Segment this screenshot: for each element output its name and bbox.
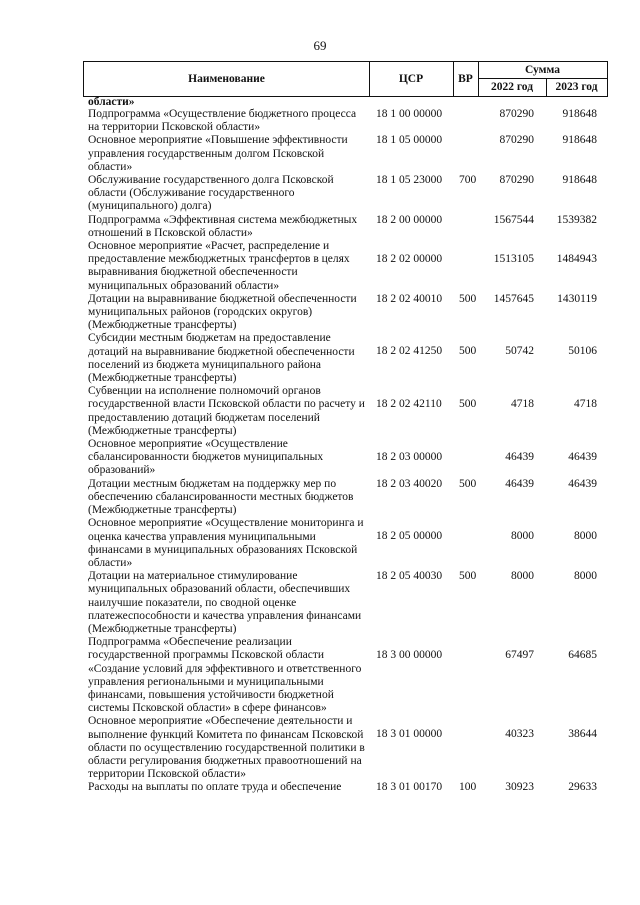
row-csr-code: 18 2 05 40030 (376, 570, 443, 583)
row-sum-2023: 46439 (568, 477, 597, 490)
row-sum-2023: 1484943 (556, 253, 597, 266)
row-sum-2023: 918648 (562, 108, 597, 120)
table-row (0, 636, 640, 715)
row-csr-code: 18 3 00 00000 (376, 649, 443, 662)
table-row (0, 781, 640, 794)
row-vr-code: 700 (459, 174, 477, 187)
table-row (0, 293, 640, 333)
continuation-text: области» (88, 96, 135, 108)
row-sum-2023: 1430119 (557, 292, 597, 305)
row-sum-2023: 38644 (568, 728, 597, 741)
row-csr-code: 18 2 03 40020 (376, 477, 443, 490)
row-sum-2022: 1457645 (493, 292, 534, 305)
row-name: Основное мероприятие «Осуществление мониторинга и оценка качества управления муниципальными финансами в муниципальных образованиях Псковской области» (88, 517, 364, 569)
row-vr-code: 500 (459, 398, 477, 411)
row-name: Подпрограмма «Осуществление бюджетного процесса на территории Псковской области» (88, 108, 357, 134)
row-sum-2022: 40323 (505, 728, 534, 741)
row-sum-2022: 1513105 (493, 253, 534, 266)
row-csr-code: 18 1 05 00000 (376, 134, 443, 147)
header-name: Наименование (188, 73, 265, 85)
row-sum-2023: 8000 (574, 530, 597, 543)
row-csr-code: 18 2 02 42110 (376, 398, 442, 411)
row-name: Дотации местным бюджетам на поддержку мер по обеспечению сбалансированности местных бюджетов (Межбюджетные трансферты) (88, 477, 354, 517)
row-sum-2023: 918648 (562, 134, 597, 147)
row-sum-2022: 870290 (499, 134, 534, 147)
row-vr-code: 500 (459, 345, 477, 358)
row-sum-2023: 4718 (574, 398, 597, 411)
row-vr-code: 100 (459, 781, 477, 794)
row-sum-2023: 50106 (568, 345, 597, 358)
row-name: Подпрограмма «Обеспечение реализации государственной программы Псковской области «Создание условий для эффективного и ответственного управления региональными и муниципальными финансами, повышения устойчивости бюджетной системы Псковской области» в сфере финансов» (88, 636, 362, 715)
table-row (0, 134, 640, 174)
table-row (0, 108, 640, 134)
row-name: Субвенции на исполнение полномочий органов государственной власти Псковской области по расчету и предоставлению дотаций бюджетам поселений (Межбюджетные трансферты) (88, 385, 365, 437)
row-sum-2022: 46439 (505, 477, 534, 490)
header-sum: Сумма (525, 64, 560, 76)
row-name: Подпрограмма «Эффективная система межбюджетных отношений в Псковской области» (88, 213, 358, 239)
row-sum-2023: 8000 (574, 570, 597, 583)
row-sum-2022: 8000 (511, 570, 534, 583)
row-sum-2023: 1539382 (556, 213, 597, 226)
row-name: Субсидии местным бюджетам на предоставление дотаций на выравнивание бюджетной обеспеченности поселений из бюджета муниципального района (Межбюджетные трансферты) (88, 332, 355, 385)
row-sum-2022: 50742 (505, 345, 534, 358)
row-csr-code: 18 2 02 00000 (376, 253, 443, 266)
table-row (0, 214, 640, 240)
table-row (0, 438, 640, 478)
header-vr: ВР (458, 73, 473, 85)
table-row (0, 517, 640, 570)
row-name: Дотации на материальное стимулирование муниципальных образований области, обеспечивших наилучшие показатели, по сводной оценке платежеспособности и качества управления финансами (Межбюджетные трансферты) (88, 570, 362, 635)
row-name: Основное мероприятие «Обеспечение деятельности и выполнение функций Комитета по финансам Псковской области по осуществлению государственной политики в области регулирования бюджетных правоотношений на территории Псковской области» (88, 715, 365, 781)
row-sum-2023: 29633 (568, 781, 597, 794)
row-sum-2022: 8000 (511, 530, 534, 543)
row-vr-code: 500 (459, 570, 477, 583)
row-vr-code: 500 (459, 292, 477, 305)
table-row (0, 332, 640, 385)
table-row (0, 715, 640, 781)
row-sum-2022: 46439 (505, 451, 534, 464)
header-year-2023: 2023 год (555, 81, 598, 93)
row-csr-code: 18 2 00 00000 (376, 213, 443, 226)
row-vr-code: 500 (459, 477, 477, 490)
row-sum-2023: 64685 (568, 649, 597, 662)
row-sum-2022: 870290 (499, 174, 534, 187)
row-sum-2022: 1567544 (493, 213, 534, 226)
row-sum-2022: 4718 (511, 398, 534, 411)
table-row (0, 174, 640, 214)
row-name: Основное мероприятие «Расчет, распределение и предоставление межбюджетных трансфертов в целях выравнивания бюджетной обеспеченности муниципальных образований области» (88, 240, 350, 292)
page-number: 69 (313, 38, 327, 53)
row-name: Расходы на выплаты по оплате труда и обеспечение (88, 781, 342, 794)
row-csr-code: 18 2 03 00000 (376, 451, 443, 464)
table-row (0, 478, 640, 518)
row-csr-code: 18 1 00 00000 (376, 108, 443, 120)
row-name: Основное мероприятие «Осуществление сбалансированности бюджетов муниципальных образований» (88, 438, 324, 477)
row-name: Дотации на выравнивание бюджетной обеспеченности муниципальных районов (городских округов) (Межбюджетные трансферты) (88, 292, 357, 332)
budget-table-body (0, 108, 640, 795)
row-csr-code: 18 3 01 00000 (376, 728, 443, 741)
table-header (83, 61, 608, 97)
row-name: Основное мероприятие «Повышение эффективности управления государственным долгом Псковской области» (88, 134, 348, 173)
row-sum-2023: 46439 (568, 451, 597, 464)
row-csr-code: 18 1 05 23000 (376, 174, 443, 187)
table-row (0, 240, 640, 293)
row-name: Обслуживание государственного долга Псковской области (Обслуживание государственного (муниципального) долга) (88, 174, 334, 213)
row-csr-code: 18 2 02 41250 (376, 345, 443, 358)
row-sum-2022: 30923 (505, 781, 534, 794)
table-row (0, 385, 640, 438)
header-csr: ЦСР (398, 73, 424, 85)
row-csr-code: 18 2 05 00000 (376, 530, 443, 543)
table-row (0, 570, 640, 636)
row-sum-2022: 67497 (505, 649, 534, 662)
row-csr-code: 18 3 01 00170 (376, 781, 443, 794)
row-sum-2022: 870290 (499, 108, 534, 120)
header-year-2022: 2022 год (490, 81, 534, 93)
row-csr-code: 18 2 02 40010 (376, 292, 443, 305)
row-sum-2023: 918648 (562, 174, 597, 187)
